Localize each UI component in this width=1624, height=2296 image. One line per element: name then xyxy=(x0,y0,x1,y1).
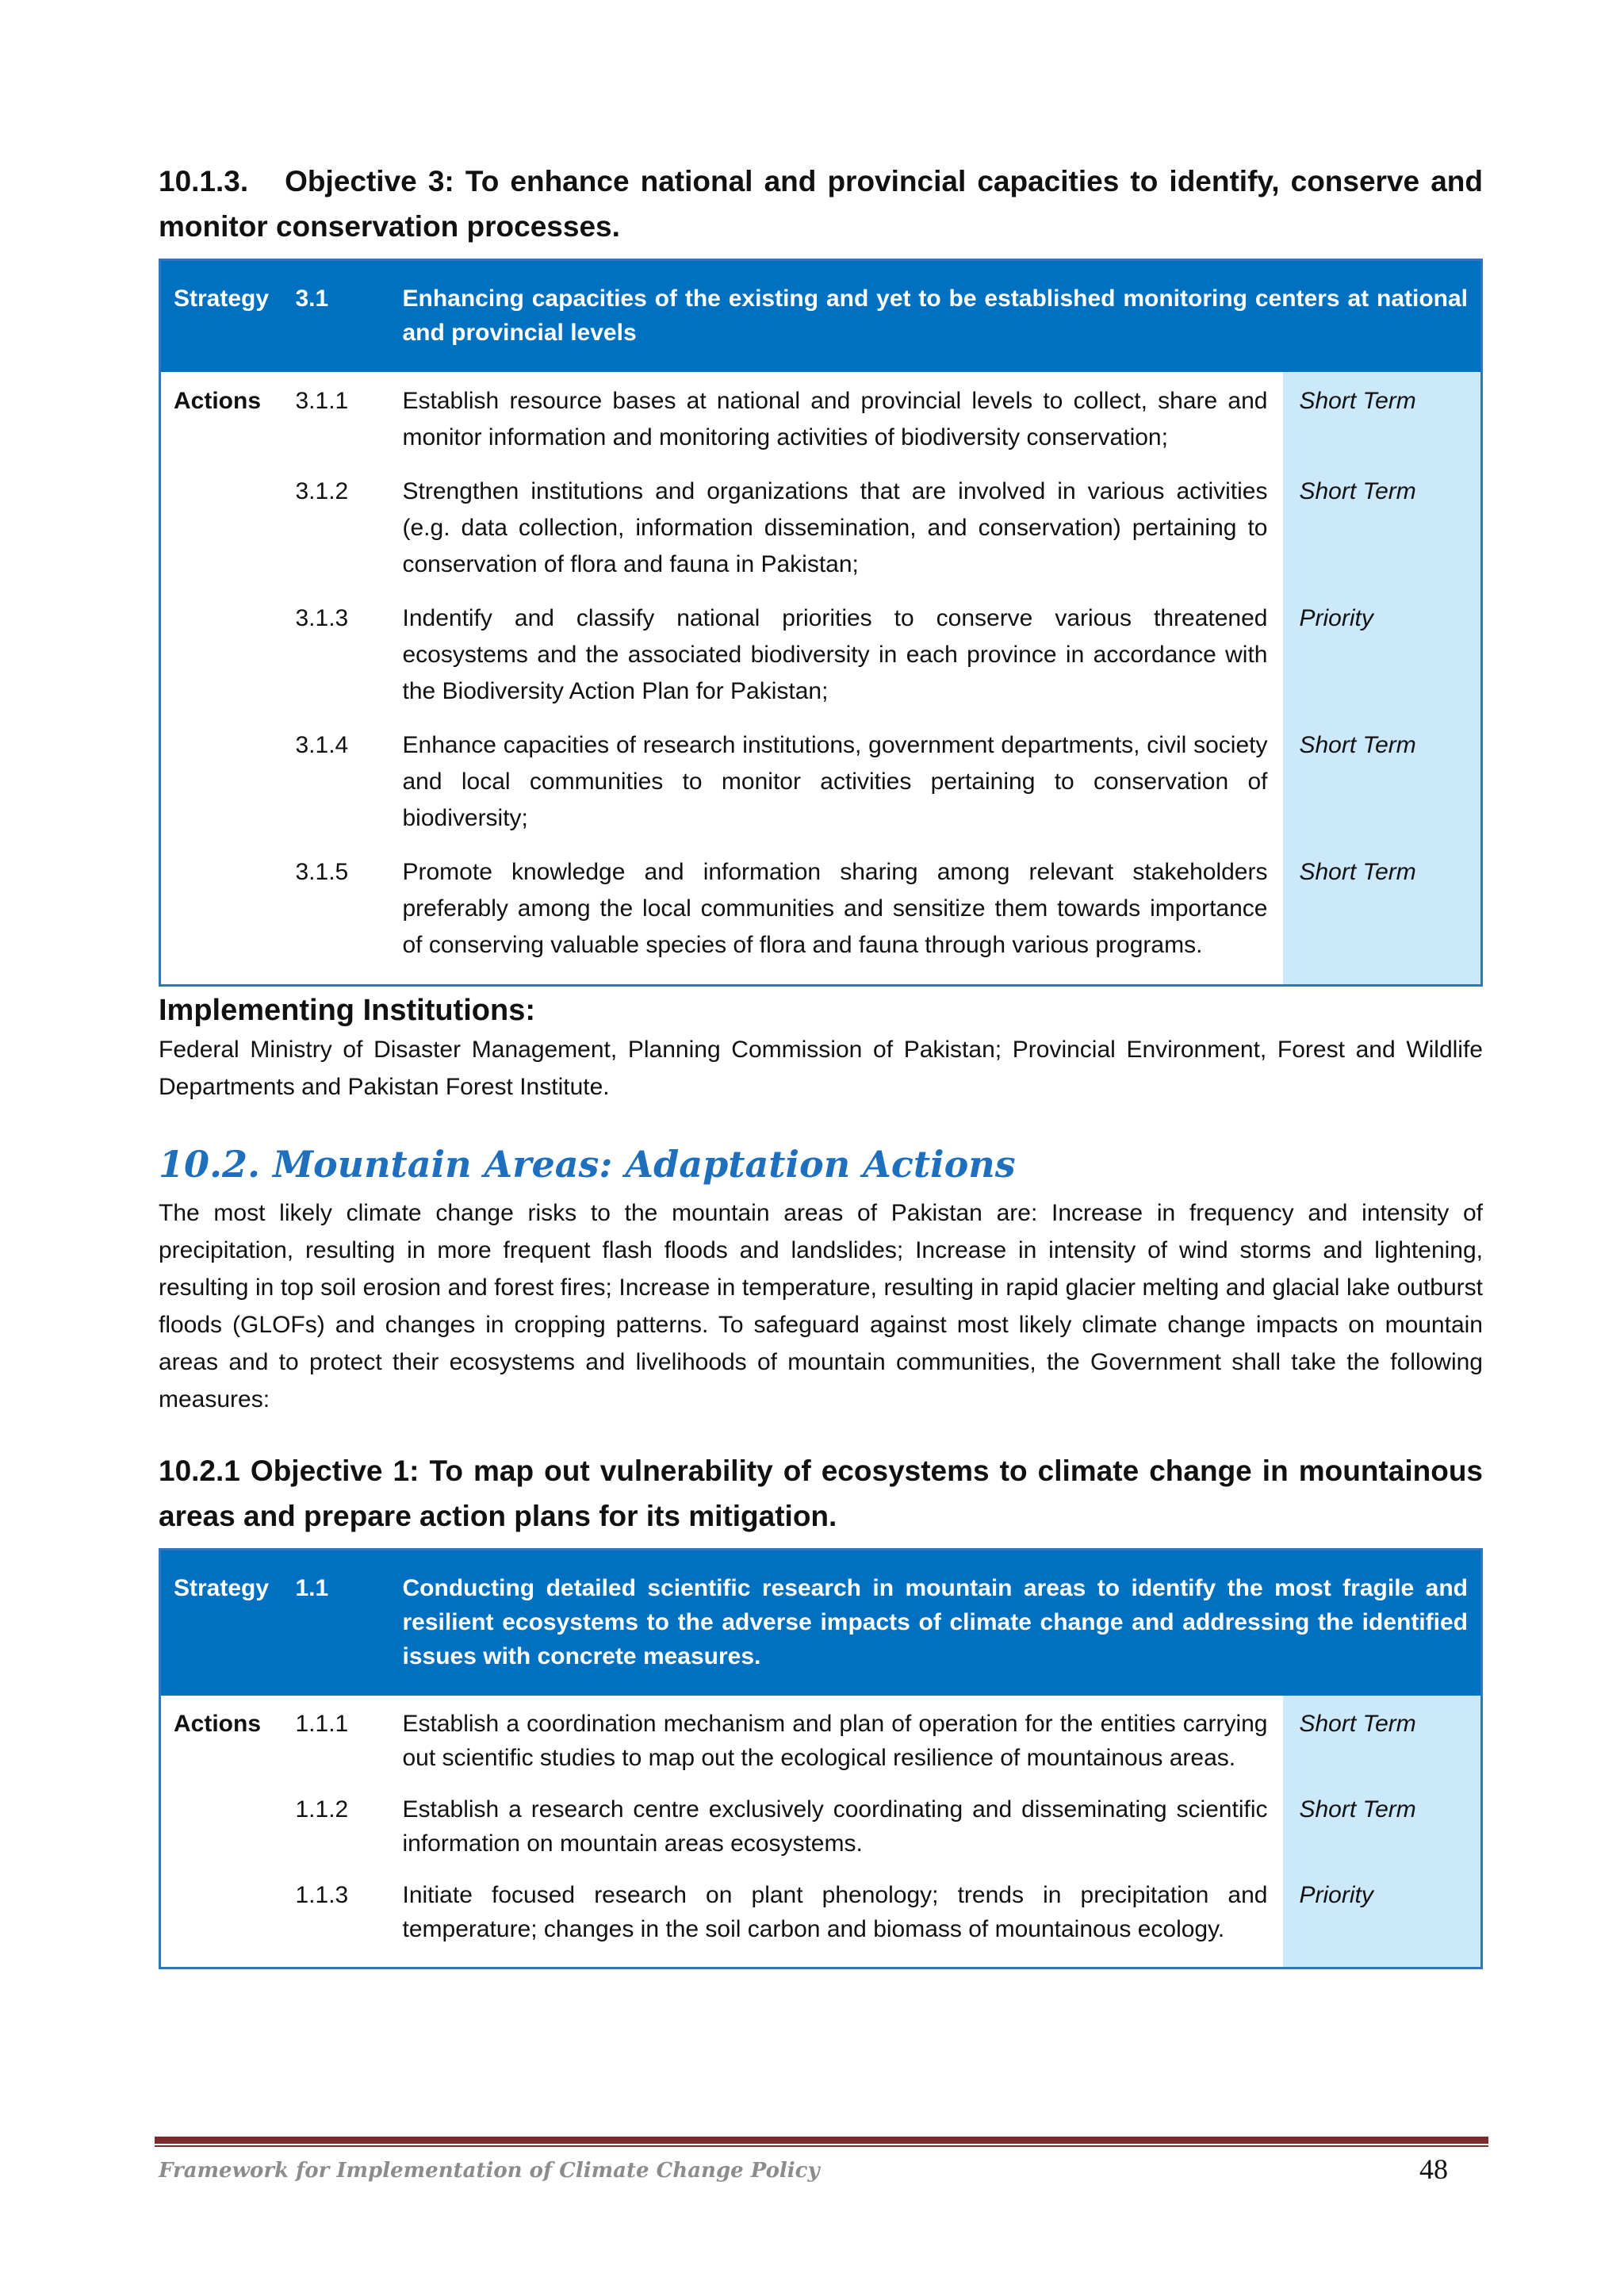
strategy-row xyxy=(160,260,1482,373)
action-row xyxy=(160,853,1482,986)
action-row xyxy=(160,726,1482,853)
action-text: Initiate focused research on plant phenology; trends in precipitation and temperature; changes in the soil carbon and biomass of mountainous ecology. xyxy=(402,1882,1268,1942)
action-number: 3.1.4 xyxy=(295,732,349,758)
objective-3-heading xyxy=(159,159,1483,249)
actions-label: Actions xyxy=(174,388,262,414)
strategy-1-1-table xyxy=(159,1548,1483,1969)
strategy-label: Strategy xyxy=(160,1550,283,1696)
action-text: Indentify and classify national priorities to conserve various threatened ecosystems and the associated biodiversity in each province in accordance with the Biodiversity Action Plan for Pakistan; xyxy=(402,605,1268,704)
strategy-number: 1.1 xyxy=(283,1550,390,1696)
action-row xyxy=(160,1696,1482,1791)
strategy-text: Enhancing capacities of the existing and yet to be established monitoring centers at national and provincial levels xyxy=(390,260,1482,373)
action-row xyxy=(160,1791,1482,1876)
section-number: 10.1.3. xyxy=(159,165,249,197)
implementing-institutions-text: Federal Ministry of Disaster Management, Planning Commission of Pakistan; Provincial Environment, Forest and Wildlife Departments and Pakistan Forest Institute. xyxy=(159,1037,1483,1100)
objective-1-heading: 10.2.1 Objective 1: To map out vulnerability of ecosystems to climate change in mountainous areas and prepare action plans for its mitigation. xyxy=(159,1455,1483,1532)
action-text: Establish resource bases at national and provincial levels to collect, share and monitor information and monitoring activities of biodiversity conservation; xyxy=(402,388,1268,450)
action-number: 3.1.5 xyxy=(295,859,349,885)
action-term: Short Term xyxy=(1283,1791,1481,1876)
strategy-label: Strategy xyxy=(160,260,283,373)
action-text: Enhance capacities of research institutions, government departments, civil society and local communities to monitor activities pertaining to conservation of biodiversity; xyxy=(402,732,1268,831)
page-number: 48 xyxy=(1419,2153,1448,2185)
mountain-areas-intro: The most likely climate change risks to the mountain areas of Pakistan are: Increase in frequency and intensity of precipitation, resulting in more frequent flash floods and landslides; Increase in intensity of wind storms and lightening, resulting in top soil erosion and forest fires; Increase in temperature, resulting in rapid glacier melting and glacial lake outburst floods (GLOFs) and changes in cropping patterns. To safeguard against most likely climate change impacts on mountain areas and to protect their ecosystems and livelihoods of mountain communities, the Government shall take the following measures: xyxy=(159,1200,1483,1412)
action-row xyxy=(160,1876,1482,1968)
action-term: Short Term xyxy=(1283,726,1481,853)
action-number: 1.1.3 xyxy=(295,1882,349,1908)
action-text: Establish a research centre exclusively coordinating and disseminating scientific information on mountain areas ecosystems. xyxy=(402,1796,1268,1857)
objective-3-title: Objective 3: To enhance national and provincial capacities to identify, conserve and monitor conservation processes. xyxy=(159,165,1483,243)
strategy-row xyxy=(160,1550,1482,1696)
action-term: Short Term xyxy=(1283,853,1481,986)
footer-rule xyxy=(155,2137,1488,2144)
footer-document-title: Framework for Implementation of Climate Change Policy xyxy=(159,2159,820,2183)
action-row xyxy=(160,472,1482,599)
action-term: Short Term xyxy=(1283,372,1481,472)
action-text: Establish a coordination mechanism and plan of operation for the entities carrying out scientific studies to map out the ecological resilience of mountainous areas. xyxy=(402,1711,1268,1771)
action-number: 3.1.2 xyxy=(295,478,349,504)
mountain-areas-heading: 10.2. Mountain Areas: Adaptation Actions xyxy=(159,1143,1016,1186)
implementing-institutions-heading: Implementing Institutions: xyxy=(159,994,535,1027)
action-term: Short Term xyxy=(1283,1696,1481,1791)
action-number: 3.1.3 xyxy=(295,605,349,631)
action-term: Short Term xyxy=(1283,472,1481,599)
action-number: 1.1.2 xyxy=(295,1796,349,1823)
strategy-text: Conducting detailed scientific research in mountain areas to identify the most fragile and resilient ecosystems to the adverse impacts of climate change and addressing the identified issues with concrete measures. xyxy=(390,1550,1482,1696)
strategy-3-1-table xyxy=(159,259,1483,987)
action-term: Priority xyxy=(1283,599,1481,726)
action-term: Priority xyxy=(1283,1876,1481,1968)
action-row xyxy=(160,599,1482,726)
actions-label: Actions xyxy=(174,1711,262,1737)
page-content xyxy=(159,159,1483,1969)
action-text: Strengthen institutions and organizations that are involved in various activities (e.g. data collection, information dissemination, and conservation) pertaining to conservation of flora and fauna in Pakistan; xyxy=(402,478,1268,577)
action-row xyxy=(160,372,1482,472)
action-number: 1.1.1 xyxy=(295,1711,349,1737)
action-text: Promote knowledge and information sharing among relevant stakeholders preferably among the local communities and sensitize them towards importance of conserving valuable species of flora and fauna through various programs. xyxy=(402,859,1268,958)
strategy-number: 3.1 xyxy=(283,260,390,373)
footer-rule-thin xyxy=(155,2145,1488,2147)
action-number: 3.1.1 xyxy=(295,388,349,414)
